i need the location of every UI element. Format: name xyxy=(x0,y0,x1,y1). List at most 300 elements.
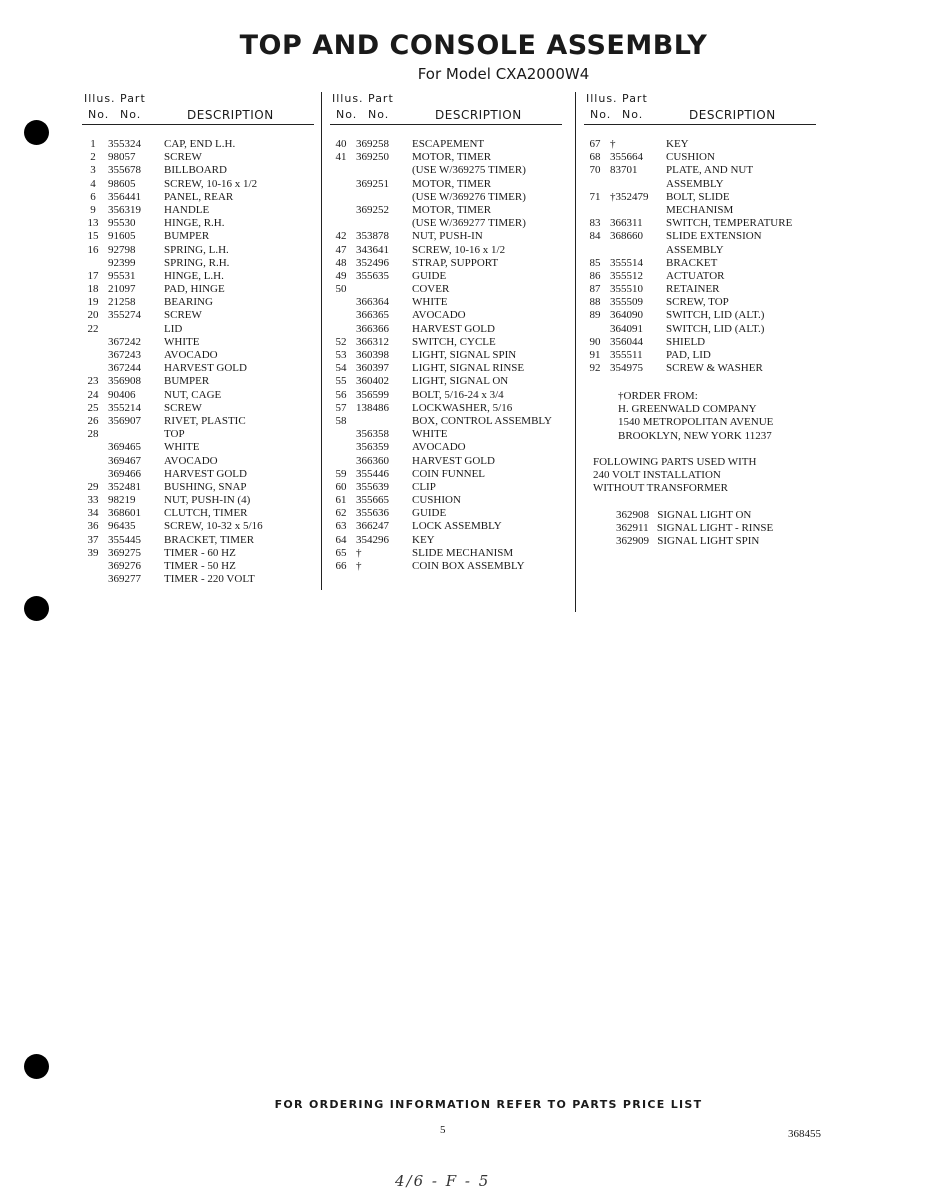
illus-number: 64 xyxy=(335,533,347,546)
header-description: DESCRIPTION xyxy=(689,108,776,122)
page-number: 5 xyxy=(440,1124,446,1136)
header-part-no: No. xyxy=(120,108,142,121)
parts-row xyxy=(82,323,322,336)
part-number: 98219 xyxy=(108,494,136,507)
illus-number: 62 xyxy=(335,507,347,520)
parts-row xyxy=(82,507,322,520)
part-description: MOTOR, TIMER xyxy=(412,177,492,190)
page-subtitle: For Model CXA2000W4 xyxy=(417,65,590,83)
part-description: PAD, HINGE xyxy=(164,283,225,296)
illus-number: 83 xyxy=(589,217,601,230)
part-number: 91605 xyxy=(108,230,136,243)
parts-row xyxy=(584,349,824,362)
part-description: ESCAPEMENT xyxy=(412,138,485,150)
part-number: †352479 xyxy=(610,190,649,203)
part-number: 356908 xyxy=(108,375,141,388)
part-number: 352481 xyxy=(108,480,141,493)
parts-row xyxy=(82,573,322,586)
header-part-no: No. xyxy=(622,108,644,121)
parts-row xyxy=(330,402,570,415)
punch-hole-middle xyxy=(24,596,49,621)
parts-row xyxy=(82,283,322,296)
illus-number: 67 xyxy=(589,138,601,150)
illus-number: 20 xyxy=(87,309,99,322)
following-parts-line: 240 VOLT INSTALLATION xyxy=(593,469,721,482)
parts-list xyxy=(584,138,824,375)
parts-row xyxy=(584,244,824,257)
part-description: SCREW, 10-16 x 1/2 xyxy=(412,243,506,256)
parts-row xyxy=(82,164,322,177)
parts-row xyxy=(330,494,570,507)
part-number: 360397 xyxy=(356,362,389,375)
part-description: HARVEST GOLD xyxy=(412,454,495,467)
parts-row xyxy=(330,283,570,296)
illus-number: 48 xyxy=(335,256,347,269)
part-description: COVER xyxy=(412,283,450,296)
header-illus-part: Illus. Part xyxy=(84,92,146,105)
illus-number: 71 xyxy=(589,190,601,203)
part-description: SCREW xyxy=(164,309,202,322)
illus-number: 66 xyxy=(335,560,347,572)
column-header xyxy=(330,90,570,138)
part-description: NUT, PUSH-IN xyxy=(412,230,483,243)
part-number: 364091 xyxy=(610,322,643,335)
header-illus-no: No. xyxy=(336,108,358,121)
illus-number: 2 xyxy=(90,151,96,164)
part-description: GUIDE xyxy=(412,507,447,520)
illus-number: 63 xyxy=(335,520,347,533)
part-description: WHITE xyxy=(164,335,200,348)
illus-number: 55 xyxy=(335,375,347,388)
parts-row xyxy=(330,481,570,494)
parts-row xyxy=(330,230,570,243)
part-description: SCREW, 10-32 x 5/16 xyxy=(164,520,263,533)
illus-number: 61 xyxy=(335,494,347,507)
part-number: 355445 xyxy=(108,533,141,546)
part-description: AVOCADO xyxy=(412,309,466,322)
part-number: 366366 xyxy=(356,322,389,335)
punch-hole-top xyxy=(24,120,49,145)
part-number: 356359 xyxy=(356,441,389,454)
part-description: NUT, CAGE xyxy=(164,388,222,401)
parts-row xyxy=(82,257,322,270)
part-number: † xyxy=(356,560,362,572)
part-number: 355678 xyxy=(108,164,141,177)
part-number: 355446 xyxy=(356,467,389,480)
part-number: 355639 xyxy=(356,480,389,493)
part-description: (USE W/369276 TIMER) xyxy=(412,190,526,203)
parts-row xyxy=(82,204,322,217)
part-number: 366247 xyxy=(356,520,389,533)
part-number: 364090 xyxy=(610,309,643,322)
parts-row xyxy=(82,178,322,191)
part-description: SPRING, L.H. xyxy=(164,243,229,256)
part-description: CUSHION xyxy=(666,151,715,164)
parts-row xyxy=(584,178,824,191)
part-number: 95531 xyxy=(108,269,136,282)
parts-row xyxy=(82,534,322,547)
parts-row xyxy=(584,217,824,230)
part-number: 355324 xyxy=(108,138,141,150)
illus-number: 26 xyxy=(87,414,99,427)
illus-number: 16 xyxy=(87,243,99,256)
signal-parts-block xyxy=(616,509,773,549)
ordering-footer: FOR ORDERING INFORMATION REFER TO PARTS PRICE LIST xyxy=(274,1098,703,1111)
order-from-label: †ORDER FROM: xyxy=(618,390,698,402)
part-number: 355665 xyxy=(356,494,389,507)
header-rule xyxy=(82,124,314,125)
parts-row xyxy=(82,428,322,441)
parts-row xyxy=(82,415,322,428)
signal-part-row xyxy=(616,509,773,522)
parts-row xyxy=(330,468,570,481)
part-number: 356044 xyxy=(610,335,643,348)
parts-row xyxy=(330,507,570,520)
part-description: SCREW xyxy=(164,401,202,414)
part-description: MOTOR, TIMER xyxy=(412,203,492,216)
part-description: HINGE, R.H. xyxy=(164,217,225,230)
illus-number: 50 xyxy=(335,283,347,296)
parts-row xyxy=(330,375,570,388)
part-description: LOCKWASHER, 5/16 xyxy=(412,401,513,414)
part-number: 21097 xyxy=(108,283,136,296)
part-number: 354296 xyxy=(356,533,389,546)
part-description: WHITE xyxy=(412,296,448,309)
part-number: 369466 xyxy=(108,467,141,480)
header-illus-no: No. xyxy=(590,108,612,121)
part-description: SHIELD xyxy=(666,335,706,348)
illus-number: 23 xyxy=(87,375,99,388)
part-description: RIVET, PLASTIC xyxy=(164,414,246,427)
part-number: 355514 xyxy=(610,256,643,269)
parts-row xyxy=(330,415,570,428)
part-number: 356599 xyxy=(356,388,389,401)
parts-row xyxy=(330,296,570,309)
parts-column-1 xyxy=(82,90,322,586)
part-description: ACTUATOR xyxy=(666,269,725,282)
parts-row xyxy=(584,309,824,322)
part-number: 369258 xyxy=(356,138,389,150)
parts-row xyxy=(584,270,824,283)
part-description: (USE W/369275 TIMER) xyxy=(412,164,526,177)
part-description: WHITE xyxy=(164,441,200,454)
part-number: 362911 xyxy=(616,522,649,535)
part-description: LOCK ASSEMBLY xyxy=(412,520,502,533)
order-from-city: BROOKLYN, NEW YORK 11237 xyxy=(618,429,772,442)
parts-row xyxy=(82,138,322,151)
part-number: 369251 xyxy=(356,177,389,190)
header-part-no: No. xyxy=(368,108,390,121)
order-from-company: H. GREENWALD COMPANY xyxy=(618,403,757,416)
part-description: KEY xyxy=(666,138,689,150)
part-number: 362909 xyxy=(616,535,649,548)
parts-row xyxy=(330,244,570,257)
parts-row xyxy=(330,164,570,177)
part-description: CLUTCH, TIMER xyxy=(164,507,248,520)
parts-row xyxy=(82,547,322,560)
parts-row xyxy=(330,138,570,151)
header-illus-no: No. xyxy=(88,108,110,121)
part-description: SIGNAL LIGHT - RINSE xyxy=(656,522,774,535)
illus-number: 86 xyxy=(589,269,601,282)
part-number: 98605 xyxy=(108,177,136,190)
part-number: 366365 xyxy=(356,309,389,322)
parts-row xyxy=(82,402,322,415)
part-description: LIGHT, SIGNAL SPIN xyxy=(412,349,517,361)
part-number: 366364 xyxy=(356,296,389,309)
parts-row xyxy=(330,323,570,336)
part-description: SIGNAL LIGHT SPIN xyxy=(657,535,760,548)
header-rule xyxy=(330,124,562,125)
parts-row xyxy=(82,468,322,481)
parts-row xyxy=(584,204,824,217)
illus-number: 56 xyxy=(335,388,347,401)
part-number: 369467 xyxy=(108,454,141,467)
part-number: 352496 xyxy=(356,256,389,269)
part-number: 369465 xyxy=(108,441,141,454)
part-number: 368601 xyxy=(108,507,141,520)
parts-row xyxy=(82,441,322,454)
illus-number: 18 xyxy=(87,283,99,296)
part-description: ASSEMBLY xyxy=(666,243,724,256)
illus-number: 85 xyxy=(589,256,601,269)
part-description: BRACKET, TIMER xyxy=(164,533,255,546)
part-description: COIN FUNNEL xyxy=(412,467,486,480)
part-description: ASSEMBLY xyxy=(666,177,724,190)
part-number: † xyxy=(610,138,616,150)
illus-number: 4 xyxy=(90,177,96,190)
part-number: 369252 xyxy=(356,203,389,216)
part-number: 356441 xyxy=(108,190,141,203)
part-description: AVOCADO xyxy=(412,441,466,454)
part-description: BUSHING, SNAP xyxy=(164,480,247,493)
part-description: AVOCADO xyxy=(164,454,218,467)
part-description: BEARING xyxy=(164,296,213,309)
part-number: 92798 xyxy=(108,243,136,256)
parts-row xyxy=(82,217,322,230)
part-description: TIMER - 60 HZ xyxy=(164,546,236,559)
part-description: HINGE, L.H. xyxy=(164,269,224,282)
part-description: SWITCH, LID (ALT.) xyxy=(666,309,765,322)
part-description: TIMER - 220 VOLT xyxy=(164,573,255,586)
part-description: NUT, PUSH-IN (4) xyxy=(164,494,251,507)
illus-number: 65 xyxy=(335,546,347,559)
illus-number: 33 xyxy=(87,494,99,507)
parts-row xyxy=(82,349,322,362)
parts-row xyxy=(330,441,570,454)
part-description: COIN BOX ASSEMBLY xyxy=(412,560,525,572)
illus-number: 53 xyxy=(335,349,347,361)
parts-row xyxy=(584,151,824,164)
illus-number: 92 xyxy=(589,362,601,375)
part-number: 367244 xyxy=(108,362,141,375)
parts-row xyxy=(82,309,322,322)
parts-row xyxy=(330,428,570,441)
header-illus-part: Illus. Part xyxy=(332,92,394,105)
parts-row xyxy=(330,151,570,164)
part-description: BRACKET xyxy=(666,256,718,269)
illus-number: 39 xyxy=(87,546,99,559)
part-description: SCREW, TOP xyxy=(666,296,729,309)
part-description: HARVEST GOLD xyxy=(412,322,495,335)
parts-row xyxy=(82,362,322,375)
part-number: 95530 xyxy=(108,217,136,230)
part-number: 355635 xyxy=(356,269,389,282)
part-number: 343641 xyxy=(356,243,389,256)
illus-number: 1 xyxy=(90,138,96,150)
part-number: 362908 xyxy=(616,509,649,521)
part-number: 355214 xyxy=(108,401,141,414)
part-description: KEY xyxy=(412,533,435,546)
illus-number: 88 xyxy=(589,296,601,309)
parts-row xyxy=(82,560,322,573)
illus-number: 28 xyxy=(87,428,99,441)
order-from-street: 1540 METROPOLITAN AVENUE xyxy=(618,416,774,429)
part-number: 355509 xyxy=(610,296,643,309)
parts-row xyxy=(330,204,570,217)
signal-part-row xyxy=(616,522,773,535)
illus-number: 3 xyxy=(90,164,96,177)
illus-number: 22 xyxy=(87,322,99,335)
part-number: 367242 xyxy=(108,335,141,348)
header-description: DESCRIPTION xyxy=(187,108,274,122)
part-number: 356358 xyxy=(356,428,389,441)
part-number: 98057 xyxy=(108,151,136,164)
part-number: 369277 xyxy=(108,573,141,586)
part-description: SCREW xyxy=(164,151,202,164)
following-parts-line: WITHOUT TRANSFORMER xyxy=(593,482,728,495)
parts-row xyxy=(82,244,322,257)
illus-number: 70 xyxy=(589,164,601,177)
part-description: SWITCH, CYCLE xyxy=(412,335,496,348)
parts-row xyxy=(330,270,570,283)
part-number: 360402 xyxy=(356,375,389,388)
illus-number: 15 xyxy=(87,230,99,243)
part-description: STRAP, SUPPORT xyxy=(412,256,499,269)
part-number: 21258 xyxy=(108,296,136,309)
header-description: DESCRIPTION xyxy=(435,108,522,122)
illus-number: 6 xyxy=(90,190,96,203)
page-title: TOP AND CONSOLE ASSEMBLY xyxy=(239,30,708,61)
illus-number: 19 xyxy=(87,296,99,309)
punch-hole-bottom xyxy=(24,1054,49,1079)
document-number: 368455 xyxy=(788,1128,821,1140)
illus-number: 24 xyxy=(87,388,99,401)
illus-number: 40 xyxy=(335,138,347,150)
part-description: RETAINER xyxy=(666,283,720,296)
part-description: HARVEST GOLD xyxy=(164,467,247,480)
parts-column-2 xyxy=(330,90,570,573)
parts-row xyxy=(330,349,570,362)
illus-number: 87 xyxy=(589,283,601,296)
parts-list xyxy=(330,138,570,573)
parts-column-3 xyxy=(584,90,824,375)
part-description: TIMER - 50 HZ xyxy=(164,560,236,572)
parts-row xyxy=(82,375,322,388)
part-number: 360398 xyxy=(356,349,389,361)
parts-row xyxy=(330,336,570,349)
parts-row xyxy=(330,217,570,230)
illus-number: 36 xyxy=(87,520,99,533)
part-description: LIGHT, SIGNAL RINSE xyxy=(412,362,525,375)
illus-number: 25 xyxy=(87,401,99,414)
part-description: LIGHT, SIGNAL ON xyxy=(412,375,509,388)
illus-number: 41 xyxy=(335,151,347,164)
part-number: 356907 xyxy=(108,414,141,427)
order-from-block xyxy=(618,390,773,443)
following-parts-block xyxy=(593,456,756,496)
part-number: 355664 xyxy=(610,151,643,164)
part-description: BOLT, SLIDE xyxy=(666,190,730,203)
parts-row xyxy=(330,534,570,547)
illus-number: 91 xyxy=(589,349,601,361)
part-description: CAP, END L.H. xyxy=(164,138,236,150)
part-number: 355636 xyxy=(356,507,389,520)
illus-number: 68 xyxy=(589,151,601,164)
illus-number: 37 xyxy=(87,533,99,546)
part-description: LID xyxy=(164,322,183,335)
part-number: 368660 xyxy=(610,230,643,243)
part-number: 369250 xyxy=(356,151,389,164)
parts-row xyxy=(584,362,824,375)
part-description: BILLBOARD xyxy=(164,164,227,177)
handwritten-note: 4/6 - F - 5 xyxy=(395,1172,491,1190)
parts-row xyxy=(82,191,322,204)
part-description: SWITCH, LID (ALT.) xyxy=(666,322,765,335)
part-description: SIGNAL LIGHT ON xyxy=(657,509,752,521)
illus-number: 58 xyxy=(335,414,347,427)
part-description: SPRING, R.H. xyxy=(164,256,230,269)
parts-row xyxy=(82,296,322,309)
part-description: CLIP xyxy=(412,480,436,493)
part-description: BUMPER xyxy=(164,230,210,243)
illus-number: 13 xyxy=(87,217,99,230)
part-description: PANEL, REAR xyxy=(164,190,234,203)
parts-row xyxy=(330,560,570,573)
illus-number: 54 xyxy=(335,362,347,375)
parts-row xyxy=(82,494,322,507)
part-number: 366311 xyxy=(610,217,643,230)
parts-row xyxy=(584,336,824,349)
part-description: (USE W/369277 TIMER) xyxy=(412,217,526,230)
part-description: GUIDE xyxy=(412,269,447,282)
illus-number: 84 xyxy=(589,230,601,243)
parts-row xyxy=(584,323,824,336)
part-number: 369276 xyxy=(108,560,141,572)
part-description: AVOCADO xyxy=(164,349,218,361)
part-number: 90406 xyxy=(108,388,136,401)
illus-number: 47 xyxy=(335,243,347,256)
column-divider-2 xyxy=(575,92,576,612)
illus-number: 57 xyxy=(335,401,347,414)
part-number: 353878 xyxy=(356,230,389,243)
parts-row xyxy=(82,481,322,494)
part-description: SLIDE MECHANISM xyxy=(412,546,514,559)
part-description: SLIDE EXTENSION xyxy=(666,230,762,243)
part-number: 355511 xyxy=(610,349,643,361)
illus-number: 59 xyxy=(335,467,347,480)
parts-row xyxy=(82,230,322,243)
header-illus-part: Illus. Part xyxy=(586,92,648,105)
following-parts-line: FOLLOWING PARTS USED WITH xyxy=(593,456,757,468)
parts-row xyxy=(82,336,322,349)
part-number: † xyxy=(356,546,362,559)
parts-row xyxy=(584,230,824,243)
part-description: SWITCH, TEMPERATURE xyxy=(666,217,793,230)
signal-part-row xyxy=(616,535,773,548)
part-number: 369275 xyxy=(108,546,141,559)
parts-row xyxy=(330,309,570,322)
